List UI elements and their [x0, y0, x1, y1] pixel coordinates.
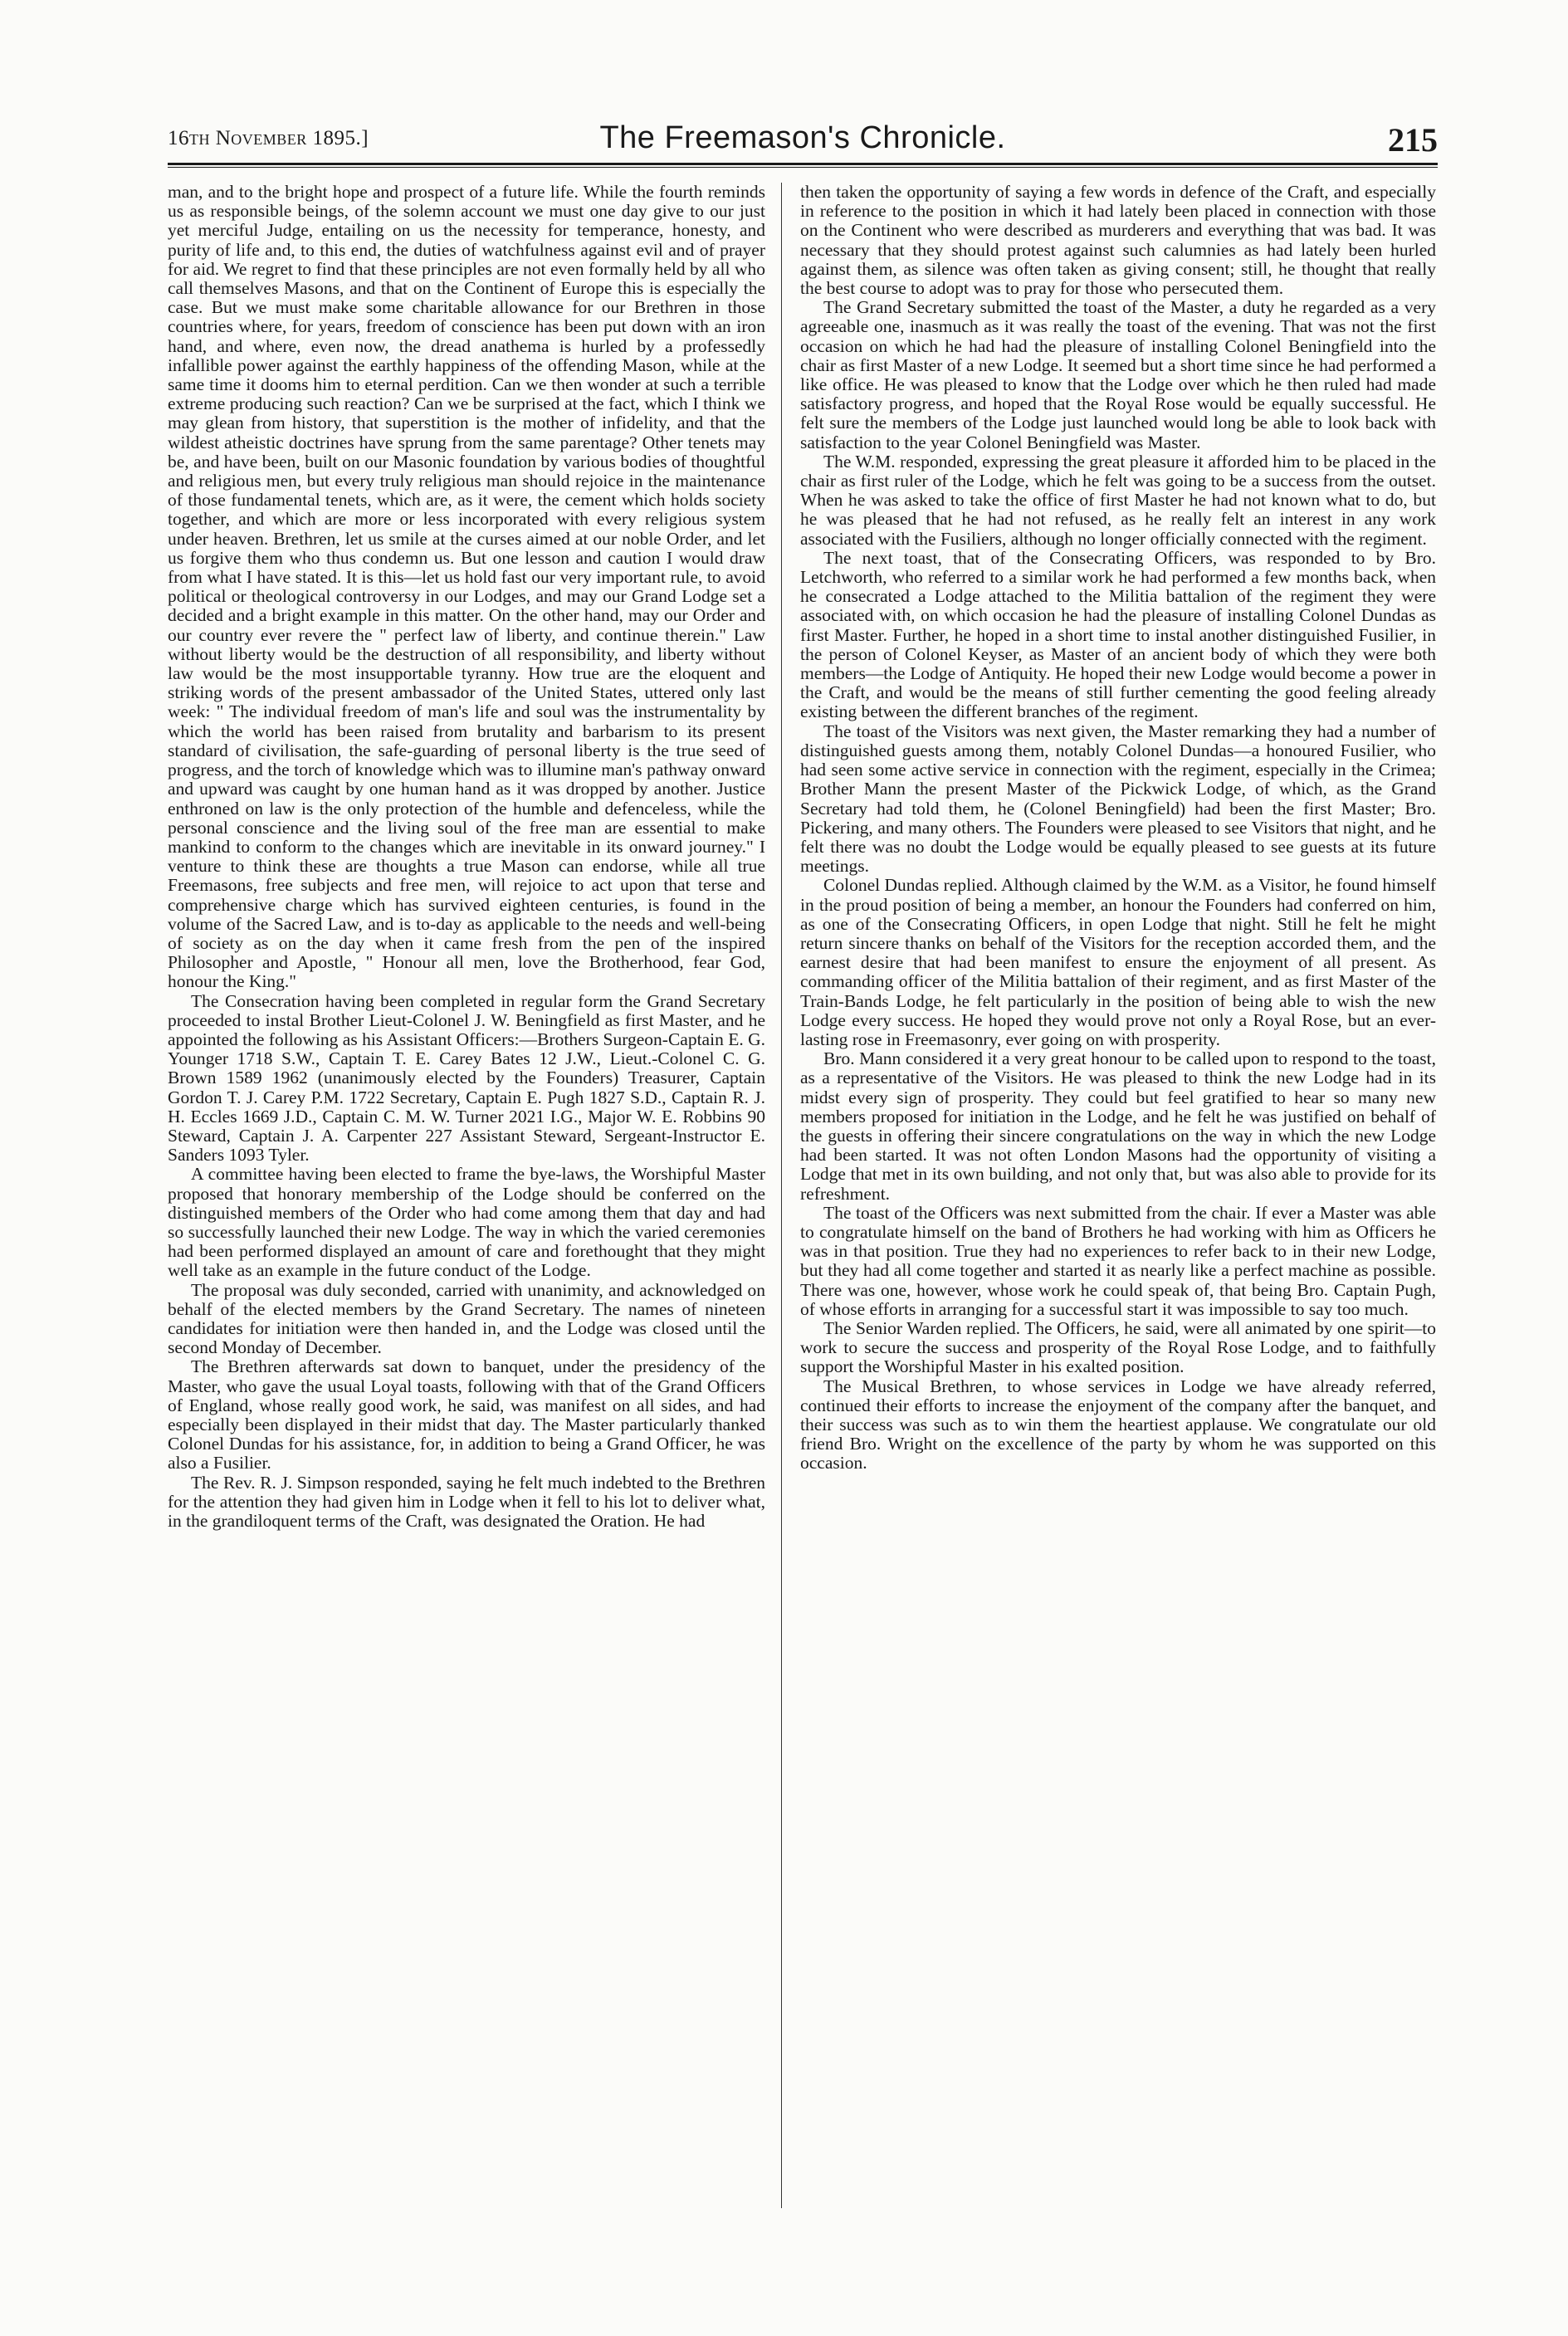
paragraph: The toast of the Officers was next submitted from the chair. If ever a Master was able to congratulate himself on the band of Brothers he had working with him as Officers he was in that position. True they had no experiences to refer back to in their new Lodge, but they had all come together and started it as nearly like a perfect machine as possible. There was one, however, whose work he could speak of, that being Bro. Captain Pugh, of whose efforts in arranging for a successful start it was impossible to say too much.: [800, 1202, 1436, 1319]
paragraph: The Senior Warden replied. The Officers, he said, were all animated by one spirit—to work to secure the success and prosperity of the Royal Rose Lodge, and to faithfully support the Worshipful Master in his exalted position.: [800, 1317, 1436, 1377]
publication-title: The Freemason's Chronicle.: [599, 120, 1006, 155]
paragraph: The next toast, that of the Consecrating Officers, was responded to by Bro. Letchworth, who referred to a similar work he had performed a few months back, when he consecrated a Lodge attached to the Militia battalion of the regiment they were associated with, on which occasion he had the pleasure of installing Colonel Dundas as first Master. Further, he hoped in a short time to instal another distinguished Fusilier, in the person of Colonel Keyser, as Master of an ancient body of which they were both members—the Lodge of Antiquity. He hoped their new Lodge would become a power in the Craft, and would be the means of still further cementing the good feeling already existing between the different branches of the regiment.: [800, 547, 1436, 722]
paragraph: The Consecration having been completed in regular form the Grand Secretary proceeded to instal Brother Lieut-Colonel J. W. Beningfield as first Master, and he appointed the following as his Assistant Officers:—Brothers Surgeon-Captain E. G. Younger 1718 S.W., Captain T. E. Carey Bates 12 J.W., Lieut.-Colonel C. G. Brown 1589 1962 (unanimously elected by the Founders) Treasurer, Captain Gordon T. J. Carey P.M. 1722 Secretary, Captain E. Pugh 1827 S.D., Captain R. J. H. Eccles 1669 J.D., Captain C. M. W. Turner 2021 I.G., Major W. E. Robbins 90 Steward, Captain J. A. Carpenter 227 Assistant Steward, Sergeant-Instructor E. Sanders 1093 Tyler.: [168, 990, 765, 1166]
column-divider: [781, 183, 782, 2208]
paragraph: The W.M. responded, expressing the great pleasure it afforded him to be placed in the chair as first ruler of the Lodge, which he felt was going to be a success from the outset. When he was asked to take the office of first Master he had not known what to do, but he was pleased that he had not refused, as he really felt an interest in any work associated with the Fusiliers, although no longer officially connected with the regiment.: [800, 451, 1436, 549]
header-rule-thin: [168, 167, 1438, 168]
issue-date: 16th November 1895.]: [168, 127, 369, 149]
page-header: [168, 119, 1438, 160]
left-column: [168, 183, 765, 2308]
right-column: [800, 183, 1436, 2308]
paragraph: Colonel Dundas replied. Although claimed by the W.M. as a Visitor, he found himself in the proud position of being a member, an honour the Founders had conferred on him, as one of the Consecrating Officers, in open Lodge that night. Still he felt he might return sincere thanks on behalf of the Visitors for the reception accorded them, and the earnest desire that had been manifest to ensure the enjoyment of all present. As commanding officer of the Militia battalion of their regiment, and as first Master of the Train-Bands Lodge, he felt particularly in the position of being able to wish the new Lodge every success. He hoped they would prove not only a Royal Rose, but an ever-lasting rose in Freemasonry, ever going on with prosperity.: [800, 875, 1436, 1049]
paragraph: The toast of the Visitors was next given, the Master remarking they had a number of distinguished guests among them, notably Colonel Dundas—a honoured Fusilier, who had seen some active service in connection with the regiment, especially in the Crimea; Brother Mann the present Master of the Pickwick Lodge, of which, as the Grand Secretary had told them, he (Colonel Beningfield) had been the first Master; Bro. Pickering, and many others. The Founders were pleased to see Visitors that night, and he felt there was no doubt the Lodge would be equally pleased to see guests at its future meetings.: [800, 721, 1436, 877]
paragraph: then taken the opportunity of saying a few words in defence of the Craft, and especially in reference to the position in which it had lately been placed in connection with those on the Continent who were described as murderers and everything that was bad. It was necessary that they should protest against such calumnies as had lately been hurled against them, as silence was often taken as giving consent; still, he thought that really the best course to adopt was to pray for those who persecuted them.: [800, 183, 1436, 299]
paragraph: The Rev. R. J. Simpson responded, saying he felt much indebted to the Brethren for the attention they had given him in Lodge when it fell to his lot to deliver what, in the grandiloquent terms of the Craft, was designated the Oration. He had: [168, 1472, 765, 1532]
paragraph: The proposal was duly seconded, carried with unanimity, and acknowledged on behalf of the elected members by the Grand Secretary. The names of nineteen candidates for initiation were then handed in, and the Lodge was closed until the second Monday of December.: [168, 1279, 765, 1358]
paragraph: The Grand Secretary submitted the toast of the Master, a duty he regarded as a very agreeable one, inasmuch as it was really the toast of the evening. That was not the first occasion on which he had had the pleasure of installing Colonel Beningfield into the chair as first Master of a new Lodge. It seemed but a short time since he had performed a like office. He was pleased to know that the Lodge over which he then ruled had made satisfactory progress, and hoped that the Royal Rose would be equally successful. He felt sure the members of the Lodge just launched would long be able to look back with satisfaction to the year Colonel Beningfield was Master.: [800, 297, 1436, 452]
paragraph: A committee having been elected to frame the bye-laws, the Worshipful Master proposed that honorary membership of the Lodge should be conferred on the distinguished members of the Order who had come among them that day and had so successfully launched their new Lodge. The way in which the varied ceremonies had been performed displayed an amount of care and forethought that they might well take as an example in the future conduct of the Lodge.: [168, 1164, 765, 1281]
paragraph: The Brethren afterwards sat down to banquet, under the presidency of the Master, who gave the usual Loyal toasts, following with that of the Grand Officers of England, whose really good work, he said, was manifest on all sides, and had especially been displayed in their midst that day. The Master particularly thanked Colonel Dundas for his assistance, for, in addition to being a Grand Officer, he was also a Fusilier.: [168, 1356, 765, 1473]
paragraph: The Musical Brethren, to whose services in Lodge we have already referred, continued their efforts to increase the enjoyment of the company after the banquet, and their success was such as to win them the heartiest applause. We congratulate our old friend Bro. Wright on the excellence of the party by whom he was supported on this occasion.: [800, 1376, 1436, 1473]
page-number: 215: [1388, 121, 1438, 159]
paragraph: Bro. Mann considered it a very great honour to be called upon to respond to the toast, as a representative of the Visitors. He was pleased to think the new Lodge had in its midst every sign of prosperity. They could but feel gratified to hear so many new members proposed for initiation in the Lodge, and he felt he was justified on behalf of the guests in offering their sincere congratulations on the way in which the new Lodge had been started. It was not often London Masons had the opportunity of visiting a Lodge that met in its own building, and not only that, but was also able to provide for its refreshment.: [800, 1048, 1436, 1204]
paragraph: man, and to the bright hope and prospect of a future life. While the fourth reminds us as responsible beings, of the solemn account we must one day give to our just yet merciful Judge, entailing on us the necessity for temperance, honesty, and purity of life and, to this end, the duties of watchfulness against evil and of prayer for aid. We regret to find that these principles are not even formally held by all who call themselves Masons, and that on the Continent of Europe this is especially the case. But we must make some charitable allowance for our Brethren in those countries where, for years, freedom of conscience has been put down with an iron hand, and where, even now, the dread anathema is hurled by a professedly infallible power against the earthly happiness of the offending Mason, while at the same time it dooms him to eternal perdition. Can we then wonder at such a terrible extreme producing such reaction? Can we be surprised at the fact, which I think we may glean from history, that superstition is the mother of infidelity, and that the wildest atheistic doctrines have sprung from the same parentage? Other tenets may be, and have been, built on our Masonic foundation by various bodies of thoughtful and religious men, but every truly religious man should rejoice in the maintenance of those fundamental tenets, which are, as it were, the cement which holds society together, and which are more or less incorporated with every religious system under heaven. Brethren, let us smile at the curses aimed at our noble Order, and let us forgive them who thus condemn us. But one lesson and caution I would draw from what I have stated. It is this—let us hold fast our very important rule, to avoid political or theological controversy in our Lodges, and may our Grand Lodge set a decided and a bright example in this matter. On the other hand, may our Order and our country ever revere the " perfect law of liberty, and continue therein." Law without liberty would be the destruction of all responsibility, and liberty without law would be the most insupportable tyranny. How true are the eloquent and striking words of the present ambassador of the United States, uttered only last week: " The individual freedom of man's life and soul was the instrumentality by which the world has been raised from brutality and barbarism to its present standard of civilisation, the safe-guarding of personal liberty is the true seed of progress, and the torch of knowledge which was to illumine man's pathway onward and upward was caught by one human hand as it was dropped by another. Justice enthroned on law is the only protection of the humble and defenceless, while the personal conscience and the living soul of the free man are essential to make mankind to conform to the changes which are inevitable in its onward journey." I venture to think these are thoughts a true Mason can endorse, while all true Freemasons, free subjects and free men, will rejoice to act upon that terse and comprehensive charge which has survived eighteen centuries, is found in the volume of the Sacred Law, and is to-day as applicable to the needs and well-being of society as on the day when it came fresh from the pen of the inspired Philosopher and Apostle, " Honour all men, love the Brotherhood, fear God, honour the King.": [168, 183, 765, 992]
header-rule: [168, 163, 1438, 165]
